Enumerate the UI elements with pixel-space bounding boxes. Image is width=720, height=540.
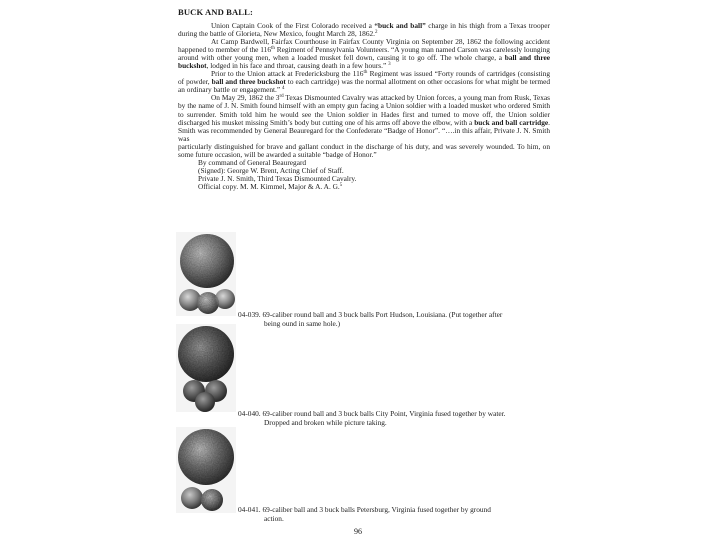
text-run: On May 29, 1862 the 3	[211, 93, 280, 103]
paragraph-5	[178, 143, 550, 159]
paragraph-1	[178, 22, 550, 38]
command-line-3: Private J. N. Smith, Third Texas Dismounted Cavalry.	[198, 173, 357, 183]
text-run: charge in his thigh from a Texas trooper during the battle of Glorieta, New Mexico, fought March 28, 1862.	[178, 21, 550, 39]
caption-number: 04-039.	[238, 310, 261, 319]
bold-run: “buck and ball”	[374, 21, 426, 30]
caption-text-continued: action.	[264, 514, 284, 523]
photo-round-ball-city-point	[176, 324, 236, 412]
footnote-ref: 4	[282, 86, 285, 92]
figure-caption-2	[238, 409, 550, 427]
caption-text: 69-caliber round ball and 3 buck balls City Point, Virginia fused together by water.	[262, 409, 506, 418]
section-title: BUCK AND BALL:	[178, 7, 253, 17]
text-run: Union Captain Cook of the First Colorado received a	[211, 21, 375, 30]
text-run: Prior to the Union attack at Fredericksburg the 116	[211, 69, 364, 79]
bold-run: ball and three buckshot	[178, 53, 550, 71]
ordinal-suffix: rd	[279, 94, 284, 100]
command-line-1: By command of General Beauregard	[198, 157, 307, 167]
photo-ball-petersburg	[176, 427, 236, 513]
photo-round-ball-port-hudson	[176, 232, 236, 316]
footnote-ref: 2	[375, 30, 378, 36]
text-run: Official copy. M. M. Kimmel, Major & A. A. G.	[198, 181, 340, 191]
text-run: , lodged in his face and throat, causing death in a few hours.”	[206, 61, 389, 71]
command-line-4	[178, 183, 550, 191]
body-text	[178, 22, 550, 191]
footnote-ref: 3	[388, 62, 391, 68]
caption-text-continued: Dropped and broken while picture taking.	[264, 418, 387, 427]
caption-text: 69-caliber ball and 3 buck balls Petersburg, Virginia fused together by ground	[262, 505, 491, 514]
text-run: Regiment was issued “Forty rounds of cartridges (consisting of powder,	[178, 69, 550, 87]
page-number: 96	[354, 527, 362, 536]
text-run: Regiment of Pennsylvania Volunteers. “A young man named Carson was carelessly lounging around with other young men, when a loaded musket fell down, causing it to go off. The whole charge, a	[178, 45, 550, 63]
text-run: to each cartridge) was the normal allotment on other occasions for what might be termed an ordinary battle or engagement.”	[178, 77, 551, 95]
figure-caption-1	[238, 310, 550, 328]
command-line-2: (Signed): George W. Brent, Acting Chief of Staff.	[198, 165, 344, 175]
text-run: Texas Dismounted Cavalry was attacked by Union forces, a young man from Rusk, Texas by the name of J. N. Smith found himself with an empty gun facing a Union soldier with a loaded musket who ordered Smith to surrender. Smith told him he would see the Union soldier in Hades first and turned to move off, the Union soldier discharged his musket missing Smith’s body but cutting one of his arms off above the elbow, with a	[178, 93, 550, 127]
caption-number: 04-040.	[238, 409, 261, 418]
text-run: At Camp Bardwell, Fairfax Courthouse in Fairfax County Virginia on September 28, 1862 the following accident happened to member of the 116	[178, 37, 550, 55]
text-run: particularly distinguished for brave and gallant conduct in the discharge of his duty, and was severely wounded. To him, on some future occasion, will be awarded a suitable “badge of Honor.”	[178, 141, 550, 159]
text-run: . Smith was recommended by General Beauregard for the Confederate “Badge of Honor”. “….in this affair, Private J. N. Smith was	[178, 117, 550, 143]
paragraph-4	[178, 94, 550, 142]
caption-number: 04-041.	[238, 505, 261, 514]
figure-caption-3	[238, 505, 550, 523]
bold-run: ball and three buckshot	[211, 77, 286, 87]
ordinal-suffix: th	[271, 46, 275, 52]
footnote-ref: 5	[339, 182, 343, 188]
caption-text: 69-caliber round ball and 3 buck balls Port Hudson, Louisiana. (Put together after	[262, 310, 503, 319]
paragraph-3	[178, 70, 550, 94]
bold-run: buck and ball cartridge	[474, 117, 549, 127]
ordinal-suffix: th	[363, 70, 368, 76]
caption-text-continued: being ound in same hole.)	[264, 319, 341, 328]
paragraph-2	[178, 38, 550, 70]
